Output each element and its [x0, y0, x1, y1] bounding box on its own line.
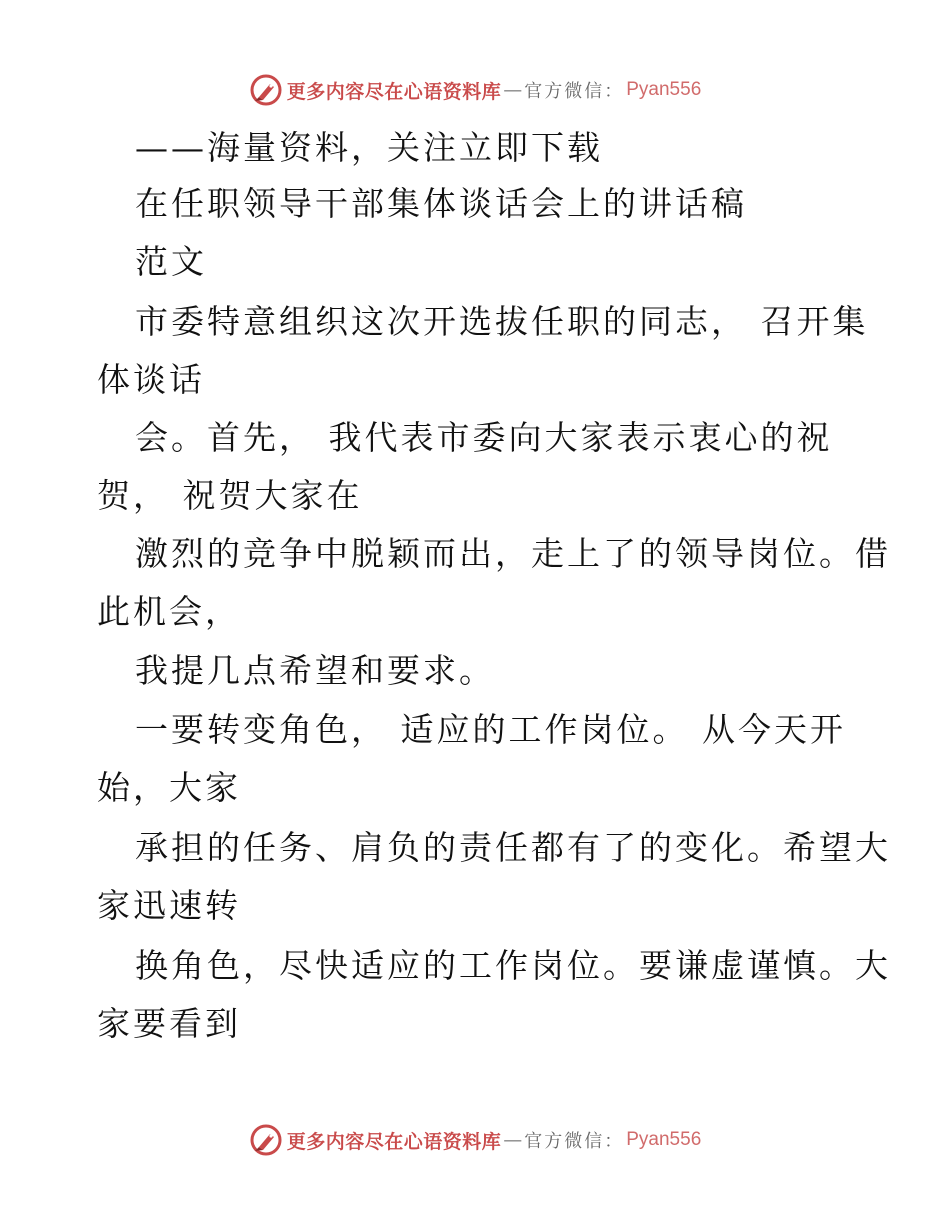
text-line: 市委特意组织这次开选拔任职的同志， 召开集 — [135, 302, 869, 341]
document-title: 在任职领导干部集体谈话会上的讲话稿 — [135, 184, 747, 223]
text-line: 体谈话 — [97, 360, 205, 399]
text-line: 会。首先， 我代表市委向大家表示衷心的祝 — [135, 418, 833, 457]
banner-dash: — — [503, 1129, 523, 1151]
banner-dash: — — [503, 79, 523, 101]
text-line: 换角色，尽快适应的工作岗位。要谦虚谨慎。大 — [135, 946, 891, 985]
banner-text: 更多内容尽在心语资料库 — [286, 1130, 502, 1153]
footer-banner — [0, 1120, 950, 1160]
text-line: 承担的任务、肩负的责任都有了的变化。希望大 — [135, 828, 891, 867]
banner-official-label: 官方微信： — [524, 1131, 625, 1152]
banner-official-label: 官方微信： — [524, 81, 625, 102]
text-line: ——海量资料，关注立即下载 — [135, 128, 603, 167]
pen-nib-logo-icon — [249, 73, 283, 107]
pen-nib-logo-icon — [249, 1123, 283, 1157]
banner-text: 更多内容尽在心语资料库 — [286, 80, 502, 103]
text-line: 一要转变角色， 适应的工作岗位。 从今天开 — [135, 710, 846, 749]
text-line: 我提几点希望和要求。 — [135, 651, 495, 690]
text-line: 始，大家 — [97, 768, 241, 807]
banner-wechat-id: Pyan556 — [626, 79, 702, 100]
text-line: 此机会， — [97, 592, 241, 631]
header-banner — [0, 70, 950, 110]
text-line: 贺， 祝贺大家在 — [97, 476, 363, 515]
banner-wechat-id: Pyan556 — [626, 1129, 702, 1150]
text-line: 家迅速转 — [97, 886, 241, 925]
document-title-suffix: 范文 — [135, 242, 207, 281]
text-line: 家要看到 — [97, 1004, 241, 1043]
text-line: 激烈的竞争中脱颖而出，走上了的领导岗位。借 — [135, 534, 891, 573]
